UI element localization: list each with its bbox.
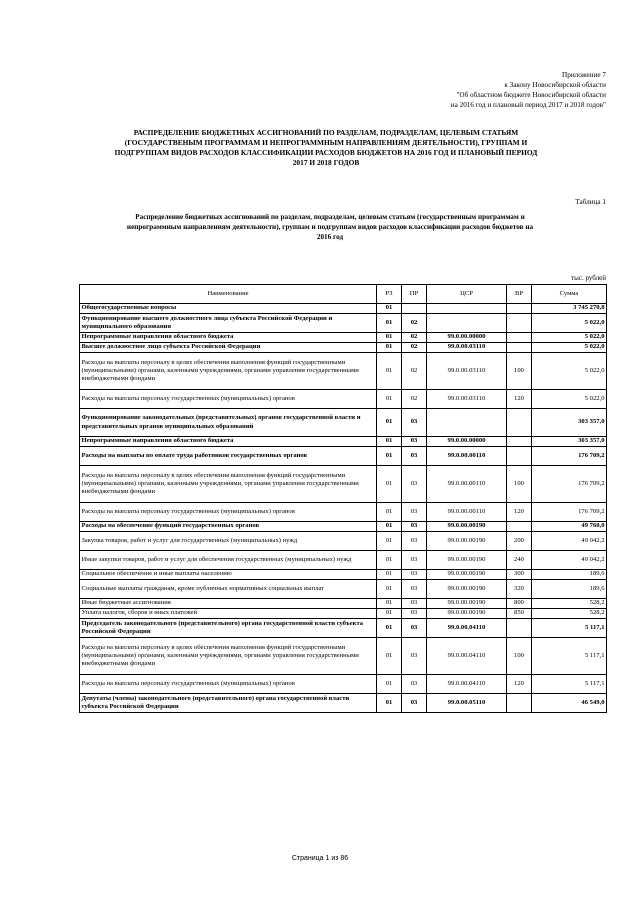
row-name: Закупка товаров, работ и услуг для государственных (муниципальных) нужд [80,532,377,551]
row-name: Иные бюджетные ассигнования [80,599,377,609]
row-name: Функционирование законодательных (представительных) органов государственной власти и представительных органов муниципальных образований [80,409,377,437]
row-vr [507,343,532,353]
row-csr: 99.0.00.03110 [427,390,507,409]
row-name: Расходы на выплаты персоналу в целях обеспечения выполнения функций государственными (муниципальными) органами, казенными учреждениями, органами управления государственными внебюджетными фондами [80,466,377,503]
row-pr: 03 [402,638,427,675]
row-vr: 120 [507,503,532,522]
row-pr: 03 [402,532,427,551]
row-name: Непрограммные направления областного бюджета [80,333,377,343]
row-csr [427,304,507,314]
row-vr [507,409,532,437]
table-row [80,522,607,532]
row-csr [427,314,507,333]
column-header-sum: Сумма [532,285,607,304]
table-header-row [80,285,607,304]
row-name: Расходы на выплаты персоналу в целях обеспечения выполнения функций государственными (муниципальными) органами, казенными учреждениями, органами управления государственными внебюджетными фондами [80,353,377,390]
row-name: Общегосударственные вопросы [80,304,377,314]
row-rz: 01 [377,314,402,333]
table-title-line: Распределение бюджетных ассигнований по разделам, подразделам, целевым статьям (государственным программам и [135,213,525,221]
row-csr: 99.0.00.03110 [427,353,507,390]
table-title-line: непрограммным направлениям деятельности), группам и подгруппам видов расходов классификации расходов бюджетов на [126,223,534,231]
row-csr: 99.0.00.04110 [427,619,507,638]
column-header-pr: ПР [402,285,427,304]
row-sum: 5 022,0 [532,343,607,353]
row-rz: 01 [377,503,402,522]
row-pr: 03 [402,599,427,609]
row-name: Непрограммные направления областного бюджета [80,437,377,447]
row-rz: 01 [377,466,402,503]
row-name: Председатель законодательного (представительного) органа государственной власти субъекта Российской Федерации [80,619,377,638]
row-rz: 01 [377,694,402,713]
table-row [80,437,607,447]
row-vr: 100 [507,638,532,675]
row-rz: 01 [377,675,402,694]
row-rz: 01 [377,570,402,580]
row-name: Высшее должностное лицо субъекта Российской Федерации [80,343,377,353]
row-vr: 120 [507,675,532,694]
row-vr [507,522,532,532]
row-sum: 5 022,0 [532,390,607,409]
row-pr: 02 [402,343,427,353]
row-vr: 240 [507,551,532,570]
row-name: Расходы на обеспечение функций государственных органов [80,522,377,532]
row-pr: 03 [402,437,427,447]
appendix-line: Приложение 7 [562,71,606,79]
row-vr [507,314,532,333]
row-vr [507,304,532,314]
row-sum: 5 022,0 [532,314,607,333]
table-row [80,570,607,580]
table-row [80,314,607,333]
row-sum: 176 709,2 [532,466,607,503]
row-sum: 5 022,0 [532,333,607,343]
row-sum: 189,6 [532,580,607,599]
table-row [80,333,607,343]
row-csr: 99.0.00.00190 [427,599,507,609]
row-sum: 5 117,1 [532,619,607,638]
row-csr: 99.0.00.03110 [427,343,507,353]
row-rz: 01 [377,522,402,532]
row-name: Социальное обеспечение и иные выплаты населению [80,570,377,580]
row-sum: 5 022,0 [532,353,607,390]
units-label: тыс. рублей [571,274,606,282]
column-header-name: Наименование [80,285,377,304]
title-line: РАСПРЕДЕЛЕНИЕ БЮДЖЕТНЫХ АССИГНОВАНИЙ ПО РАЗДЕЛАМ, ПОДРАЗДЕЛАМ, ЦЕЛЕВЫМ СТАТЬЯМ [133,128,519,137]
row-name: Социальные выплаты гражданам, кроме публичных нормативных социальных выплат [80,580,377,599]
row-vr: 200 [507,532,532,551]
table-title-line: 2016 год [316,233,344,241]
row-sum: 49 042,2 [532,532,607,551]
table-row [80,599,607,609]
row-name: Иные закупки товаров, работ и услуг для обеспечения государственных (муниципальных) нужд [80,551,377,570]
row-rz: 01 [377,609,402,619]
row-pr: 03 [402,522,427,532]
row-vr: 100 [507,353,532,390]
table-number: Таблица 1 [575,198,606,206]
row-pr: 02 [402,314,427,333]
row-csr: 99.0.00.04110 [427,638,507,675]
row-sum: 46 549,0 [532,694,607,713]
row-name: Функционирование высшего должностного лица субъекта Российской Федерации и муниципального образования [80,314,377,333]
row-rz: 01 [377,409,402,437]
row-rz: 01 [377,532,402,551]
row-csr: 99.0.00.04110 [427,675,507,694]
row-vr: 300 [507,570,532,580]
row-vr [507,694,532,713]
table-title [80,212,580,242]
row-rz: 01 [377,447,402,466]
table-row [80,503,607,522]
page-footer: Страница 1 из 86 [291,855,349,862]
row-sum: 176 709,2 [532,503,607,522]
row-pr: 03 [402,675,427,694]
row-sum: 176 709,2 [532,447,607,466]
row-rz: 01 [377,304,402,314]
column-header-vr: ВР [507,285,532,304]
row-csr: 99.0.00.00110 [427,466,507,503]
row-sum: 49 042,2 [532,551,607,570]
row-pr: 02 [402,353,427,390]
row-csr [427,409,507,437]
row-csr: 99.0.00.00190 [427,522,507,532]
row-vr: 320 [507,580,532,599]
row-csr: 99.0.00.00190 [427,532,507,551]
row-name: Расходы на выплаты по оплате труда работников государственных органов [80,447,377,466]
row-rz: 01 [377,580,402,599]
row-pr: 03 [402,551,427,570]
table-row [80,580,607,599]
row-csr: 99.0.00.00000 [427,333,507,343]
table-row [80,675,607,694]
row-name: Депутаты (члены) законодательного (представительного) органа государственной власти субъекта Российской Федерации [80,694,377,713]
row-csr: 99.0.00.00190 [427,551,507,570]
row-vr: 800 [507,599,532,609]
column-header-csr: ЦСР [427,285,507,304]
row-rz: 01 [377,599,402,609]
row-csr: 99.0.00.00190 [427,609,507,619]
row-sum: 49 760,0 [532,522,607,532]
table-row [80,466,607,503]
row-name: Уплата налогов, сборов и иных платежей [80,609,377,619]
row-rz: 01 [377,437,402,447]
table-row [80,304,607,314]
row-pr: 02 [402,390,427,409]
row-sum: 5 117,1 [532,638,607,675]
row-pr: 03 [402,694,427,713]
row-pr: 03 [402,570,427,580]
table-row [80,638,607,675]
row-csr: 99.0.00.00110 [427,503,507,522]
row-rz: 01 [377,343,402,353]
row-pr: 02 [402,333,427,343]
document-title [70,128,582,168]
table-row [80,390,607,409]
appendix-line: на 2016 год и плановый период 2017 и 2018 годов" [450,101,606,109]
table-row [80,353,607,390]
row-name: Расходы на выплаты персоналу государственных (муниципальных) органов [80,390,377,409]
row-name: Расходы на выплаты персоналу в целях обеспечения выполнения функций государственными (муниципальными) органами, казенными учреждениями, органами управления государственными внебюджетными фондами [80,638,377,675]
table-row [80,532,607,551]
row-pr: 03 [402,609,427,619]
table-row [80,694,607,713]
row-sum: 3 745 270,8 [532,304,607,314]
appendix-line: "Об областном бюджете Новосибирской области [456,91,606,99]
appendix-note [326,70,606,110]
row-sum: 528,2 [532,609,607,619]
row-pr: 03 [402,619,427,638]
row-rz: 01 [377,353,402,390]
row-csr: 99.0.00.00190 [427,580,507,599]
table-row [80,343,607,353]
row-rz: 01 [377,333,402,343]
table-row [80,447,607,466]
row-vr [507,333,532,343]
row-pr: 03 [402,447,427,466]
title-line: (ГОСУДАРСТВЕНЫМ ПРОГРАММАМ И НЕПРОГРАММНЫМ НАПРАВЛЕНИЯМ ДЕЯТЕЛЬНОСТИ), ГРУППАМ И [124,138,528,147]
title-line: 2017 И 2018 ГОДОВ [292,158,360,167]
row-pr [402,304,427,314]
row-vr: 120 [507,390,532,409]
table-row [80,609,607,619]
row-pr: 03 [402,409,427,437]
row-pr: 03 [402,580,427,599]
column-header-rz: РЗ [377,285,402,304]
table-row [80,551,607,570]
row-vr: 850 [507,609,532,619]
row-name: Расходы на выплаты персоналу государственных (муниципальных) органов [80,503,377,522]
row-csr: 99.0.00.05110 [427,694,507,713]
row-csr: 99.0.00.00110 [427,447,507,466]
row-sum: 528,2 [532,599,607,609]
row-sum: 5 117,1 [532,675,607,694]
row-name: Расходы на выплаты персоналу государственных (муниципальных) органов [80,675,377,694]
budget-table [79,284,607,713]
row-vr [507,619,532,638]
row-rz: 01 [377,551,402,570]
row-sum: 303 357,0 [532,409,607,437]
row-csr: 99.0.00.00000 [427,437,507,447]
table-row [80,409,607,437]
row-rz: 01 [377,638,402,675]
title-line: ПОДГРУППАМ ВИДОВ РАСХОДОВ КЛАССИФИКАЦИИ РАСХОДОВ БЮДЖЕТОВ НА 2016 ГОД И ПЛАНОВЫЙ ПЕРИОД [114,148,538,157]
row-rz: 01 [377,619,402,638]
row-pr: 03 [402,466,427,503]
row-vr: 100 [507,466,532,503]
row-vr [507,447,532,466]
table-row [80,619,607,638]
row-pr: 03 [402,503,427,522]
appendix-line: к Закону Новосибирской области [504,81,606,89]
row-sum: 303 357,0 [532,437,607,447]
row-sum: 189,6 [532,570,607,580]
row-vr [507,437,532,447]
row-rz: 01 [377,390,402,409]
row-csr: 99.0.00.00190 [427,570,507,580]
